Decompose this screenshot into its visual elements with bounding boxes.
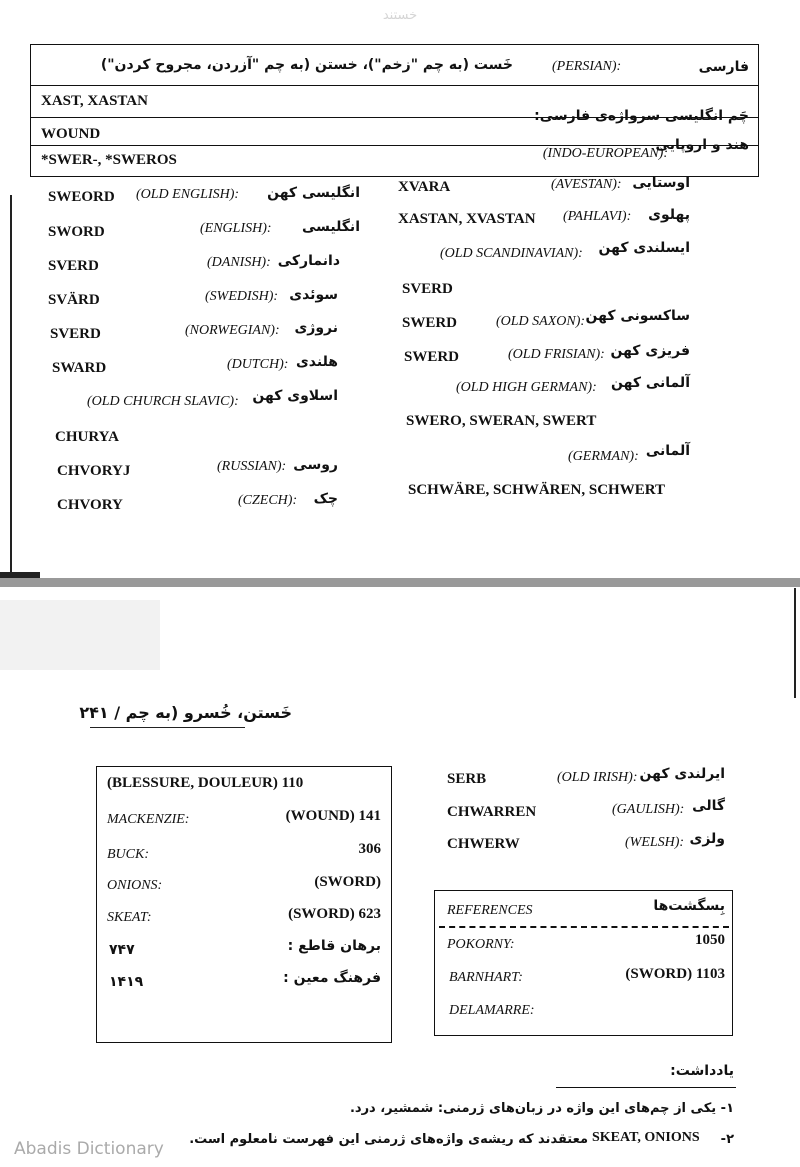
cognate-word: XASTAN, XVASTAN [398, 211, 536, 227]
cognate-word: SVERD [48, 258, 99, 274]
english-meaning: WOUND [41, 126, 101, 142]
reference-value: (SWORD) 1103 [625, 966, 725, 982]
language-tag: (ENGLISH): [200, 221, 272, 236]
source-name: SKEAT: [107, 910, 152, 925]
source-name: BUCK: [107, 847, 149, 862]
persian-entry: خَست (به چم "زخم")، خستن (به چم "آزردن، مجروح کردن") [100, 57, 513, 73]
cognate-word: SWERO, SWERAN, SWERT [406, 413, 597, 429]
translit: XAST, XASTAN [41, 93, 148, 109]
cognate-word: CHVORY [57, 497, 123, 513]
references-fa-label: بِسگشت‌ها [653, 898, 725, 914]
box-first-line: (BLESSURE, DOULEUR) 110 [107, 775, 304, 791]
title-underline [90, 727, 245, 728]
language-tag: (RUSSIAN): [217, 459, 287, 474]
reference-value: 1050 [695, 932, 725, 948]
source-value: (WOUND) 141 [285, 808, 381, 824]
source-name: MACKENZIE: [107, 812, 190, 827]
cognate-word: CHVORYJ [57, 463, 131, 479]
language-name: هلندی [295, 354, 338, 370]
ie-root: *SWER-, *SWEROS [41, 152, 177, 168]
cognate-word: SWERD [402, 315, 458, 331]
cognate-word: CHWERW [447, 836, 520, 852]
source-name: فرهنگ معین : [283, 970, 381, 986]
source-value: (SWORD) [314, 874, 381, 890]
persian-tag: (PERSIAN): [552, 59, 622, 74]
reference-name: DELAMARRE: [449, 1003, 535, 1018]
source-name: برهان قاطع : [287, 938, 381, 954]
page-edge [10, 195, 12, 580]
language-tag: (CZECH): [238, 493, 298, 508]
page-separator [0, 578, 800, 587]
ie-label: هند و اروپایی [655, 137, 749, 153]
note-2-text: معتقدند که ریشه‌ی واژه‌های ژرمنی این فهرست نامعلوم است. [189, 1132, 588, 1147]
ie-tag: (INDO-EUROPEAN): [542, 146, 668, 161]
cognate-word: SERB [447, 771, 487, 787]
language-name: ایرلندی کهن [639, 766, 725, 782]
language-name: انگلیسی [301, 219, 360, 235]
language-tag: (GERMAN): [568, 449, 639, 464]
language-name: آلمانی کهن [611, 375, 690, 391]
language-tag: (OLD IRISH): [557, 770, 638, 785]
language-name: نروژی [294, 320, 338, 336]
language-tag: (OLD CHURCH SLAVIC): [87, 394, 239, 409]
language-name: روسی [293, 457, 338, 473]
language-name: گالی [692, 798, 725, 814]
language-tag: (OLD SCANDINAVIAN): [440, 246, 583, 261]
reference-name: POKORNY: [447, 937, 515, 952]
cognate-word: SWORD [48, 224, 105, 240]
cognate-word: CHURYA [55, 429, 119, 445]
cognate-word: SWERD [404, 349, 460, 365]
cognate-word: SVERD [50, 326, 101, 342]
language-name: دانمارکی [277, 253, 340, 269]
source-value: 306 [358, 841, 381, 857]
language-name: اسلاوی کهن [252, 388, 338, 404]
language-tag: (OLD FRISIAN): [508, 347, 605, 362]
cognate-word: XVARA [398, 179, 451, 195]
page-title: خَستن، خُسرو (به چم / ۲۴۱ [79, 703, 292, 722]
divider [31, 85, 758, 86]
persian-label: فارسی [698, 59, 749, 75]
references-label: REFERENCES [447, 903, 533, 918]
header-box [30, 44, 759, 177]
language-tag: (GAULISH): [612, 802, 685, 817]
watermark: Abadis Dictionary [14, 1139, 164, 1159]
source-value: ۷۴۷ [109, 942, 135, 958]
source-name: ONIONS: [107, 878, 163, 893]
scan-smudge [0, 600, 160, 670]
language-name: ولزی [689, 831, 725, 847]
language-name: چک [313, 491, 338, 507]
note-2-prefix: ۲- [720, 1132, 734, 1147]
language-tag: (DUTCH): [227, 357, 289, 372]
language-name: اوستایی [632, 175, 690, 191]
language-tag: (PAHLAVI): [563, 209, 632, 224]
language-name: آلمانی [645, 443, 690, 459]
dashed-divider [439, 926, 729, 928]
language-tag: (SWEDISH): [205, 289, 279, 304]
source-value: (SWORD) 623 [288, 906, 381, 922]
cognate-word: SVERD [402, 281, 453, 297]
language-name: انگلیسی کهن [267, 185, 360, 201]
cognate-word: SVÄRD [48, 292, 100, 308]
english-meaning-label: چَم انگلیسی سرواژه‌ی فارسی: [534, 108, 749, 124]
language-tag: (DANISH): [207, 255, 271, 270]
cognate-word: SCHWÄRE, SCHWÄREN, SCHWERT [408, 482, 666, 498]
language-name: ساکسونی کهن [585, 308, 690, 324]
language-name: فریزی کهن [610, 343, 690, 359]
language-tag: (AVESTAN): [551, 177, 622, 192]
language-tag: (OLD ENGLISH): [136, 187, 240, 202]
cognate-word: SWARD [52, 360, 107, 376]
note-2-names: SKEAT, ONIONS [592, 1130, 700, 1145]
language-name: سوئدی [289, 287, 338, 303]
top-word: خستند [382, 8, 418, 23]
language-name: ایسلندی کهن [598, 240, 690, 256]
note-1: ۱- یکی از چم‌های این واژه در زبان‌های ژرمنی: شمشیر، درد. [349, 1101, 734, 1116]
cognate-word: CHWARREN [447, 804, 537, 820]
language-tag: (NORWEGIAN): [185, 323, 280, 338]
notes-underline [556, 1087, 736, 1088]
cognate-word: SWEORD [48, 189, 115, 205]
reference-name: BARNHART: [449, 970, 523, 985]
source-value: ۱۴۱۹ [109, 974, 144, 990]
language-tag: (WELSH): [625, 835, 685, 850]
language-tag: (OLD SAXON): [496, 314, 586, 329]
page-edge [794, 588, 796, 698]
notes-title: یادداشت: [670, 1063, 734, 1079]
language-name: پهلوی [648, 207, 690, 223]
language-tag: (OLD HIGH GERMAN): [456, 380, 597, 395]
